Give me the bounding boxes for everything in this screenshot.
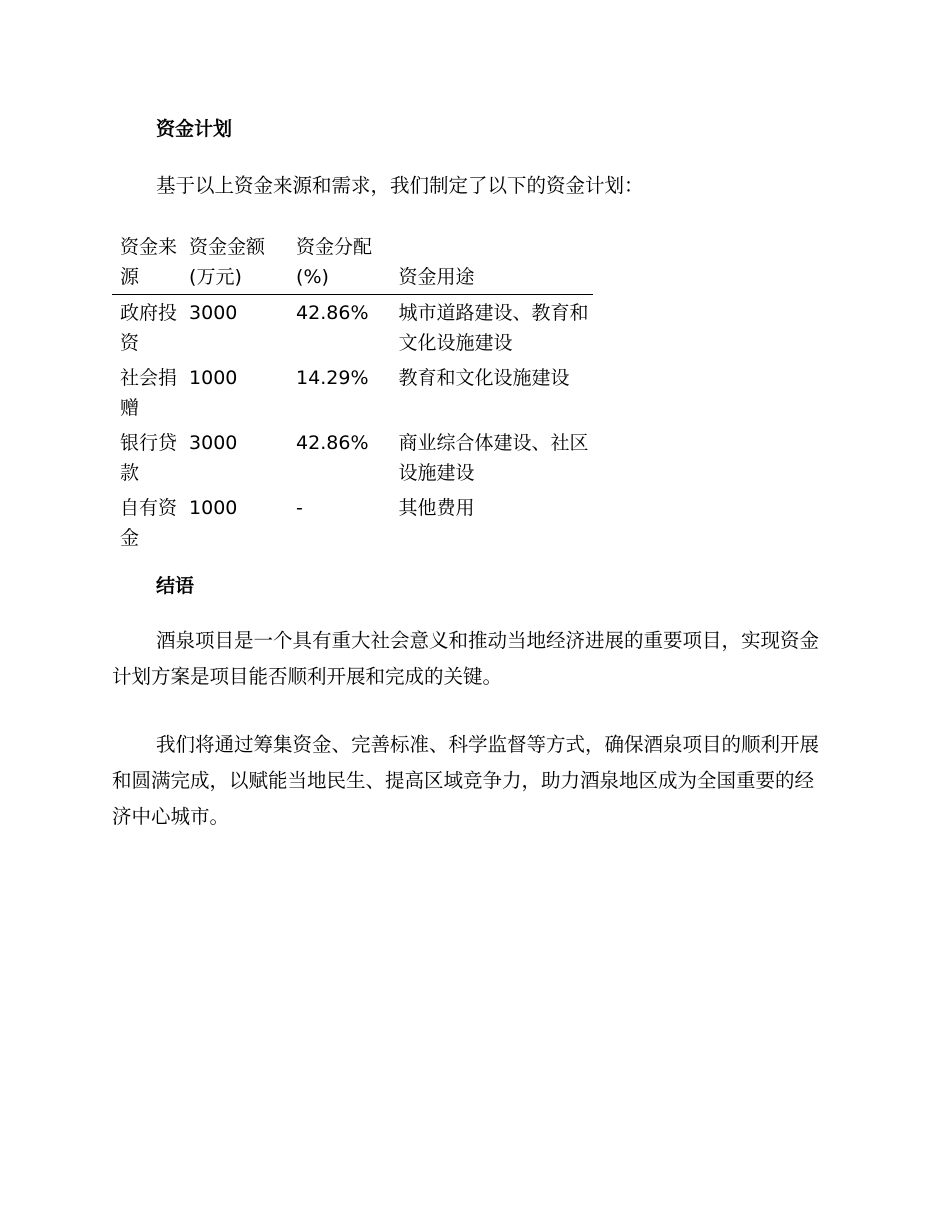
- funding-plan-table: [112, 232, 593, 555]
- conclusion-paragraph-1: 酒泉项目是一个具有重大社会意义和推动当地经济进展的重要项目，实现资金计划方案是项目能否顺利开展和完成的关键。: [112, 629, 820, 688]
- cell-source: 政府投资: [120, 302, 178, 354]
- table-row: [112, 295, 593, 361]
- cell-allocation: 14.29%: [296, 367, 369, 389]
- cell-allocation: -: [296, 497, 303, 519]
- cell-amount: 1000: [189, 367, 238, 389]
- cell-amount: 3000: [189, 432, 238, 454]
- section-heading-conclusion: 结语: [156, 575, 195, 597]
- header-funding-usage: 资金用途: [398, 266, 475, 288]
- cell-source: 社会捐赠: [120, 367, 178, 419]
- header-funding-amount: 资金金额(万元): [189, 236, 266, 288]
- cell-source: 银行贷款: [120, 432, 178, 484]
- conclusion-paragraph-2: 我们将通过筹集资金、完善标准、科学监督等方式，确保酒泉项目的顺利开展和圆满完成，以赋能当地民生、提高区域竞争力，助力酒泉地区成为全国重要的经济中心城市。: [112, 733, 820, 828]
- cell-usage: 其他费用: [398, 497, 475, 519]
- cell-usage: 教育和文化设施建设: [398, 367, 570, 389]
- header-funding-allocation: 资金分配(%): [296, 236, 373, 288]
- section-heading-funding-plan: 资金计划: [156, 118, 233, 140]
- table-header-row: [112, 232, 593, 295]
- cell-allocation: 42.86%: [296, 302, 369, 324]
- table-row: [112, 360, 593, 425]
- intro-paragraph: 基于以上资金来源和需求，我们制定了以下的资金计划：: [156, 174, 644, 197]
- cell-allocation: 42.86%: [296, 432, 369, 454]
- cell-usage: 城市道路建设、教育和文化设施建设: [398, 302, 589, 354]
- cell-source: 自有资金: [120, 497, 178, 549]
- cell-amount: 3000: [189, 302, 238, 324]
- cell-usage: 商业综合体建设、社区设施建设: [398, 432, 589, 484]
- table-row: [112, 490, 593, 555]
- table-row: [112, 425, 593, 490]
- cell-amount: 1000: [189, 497, 238, 519]
- header-funding-source: 资金来源: [120, 236, 178, 288]
